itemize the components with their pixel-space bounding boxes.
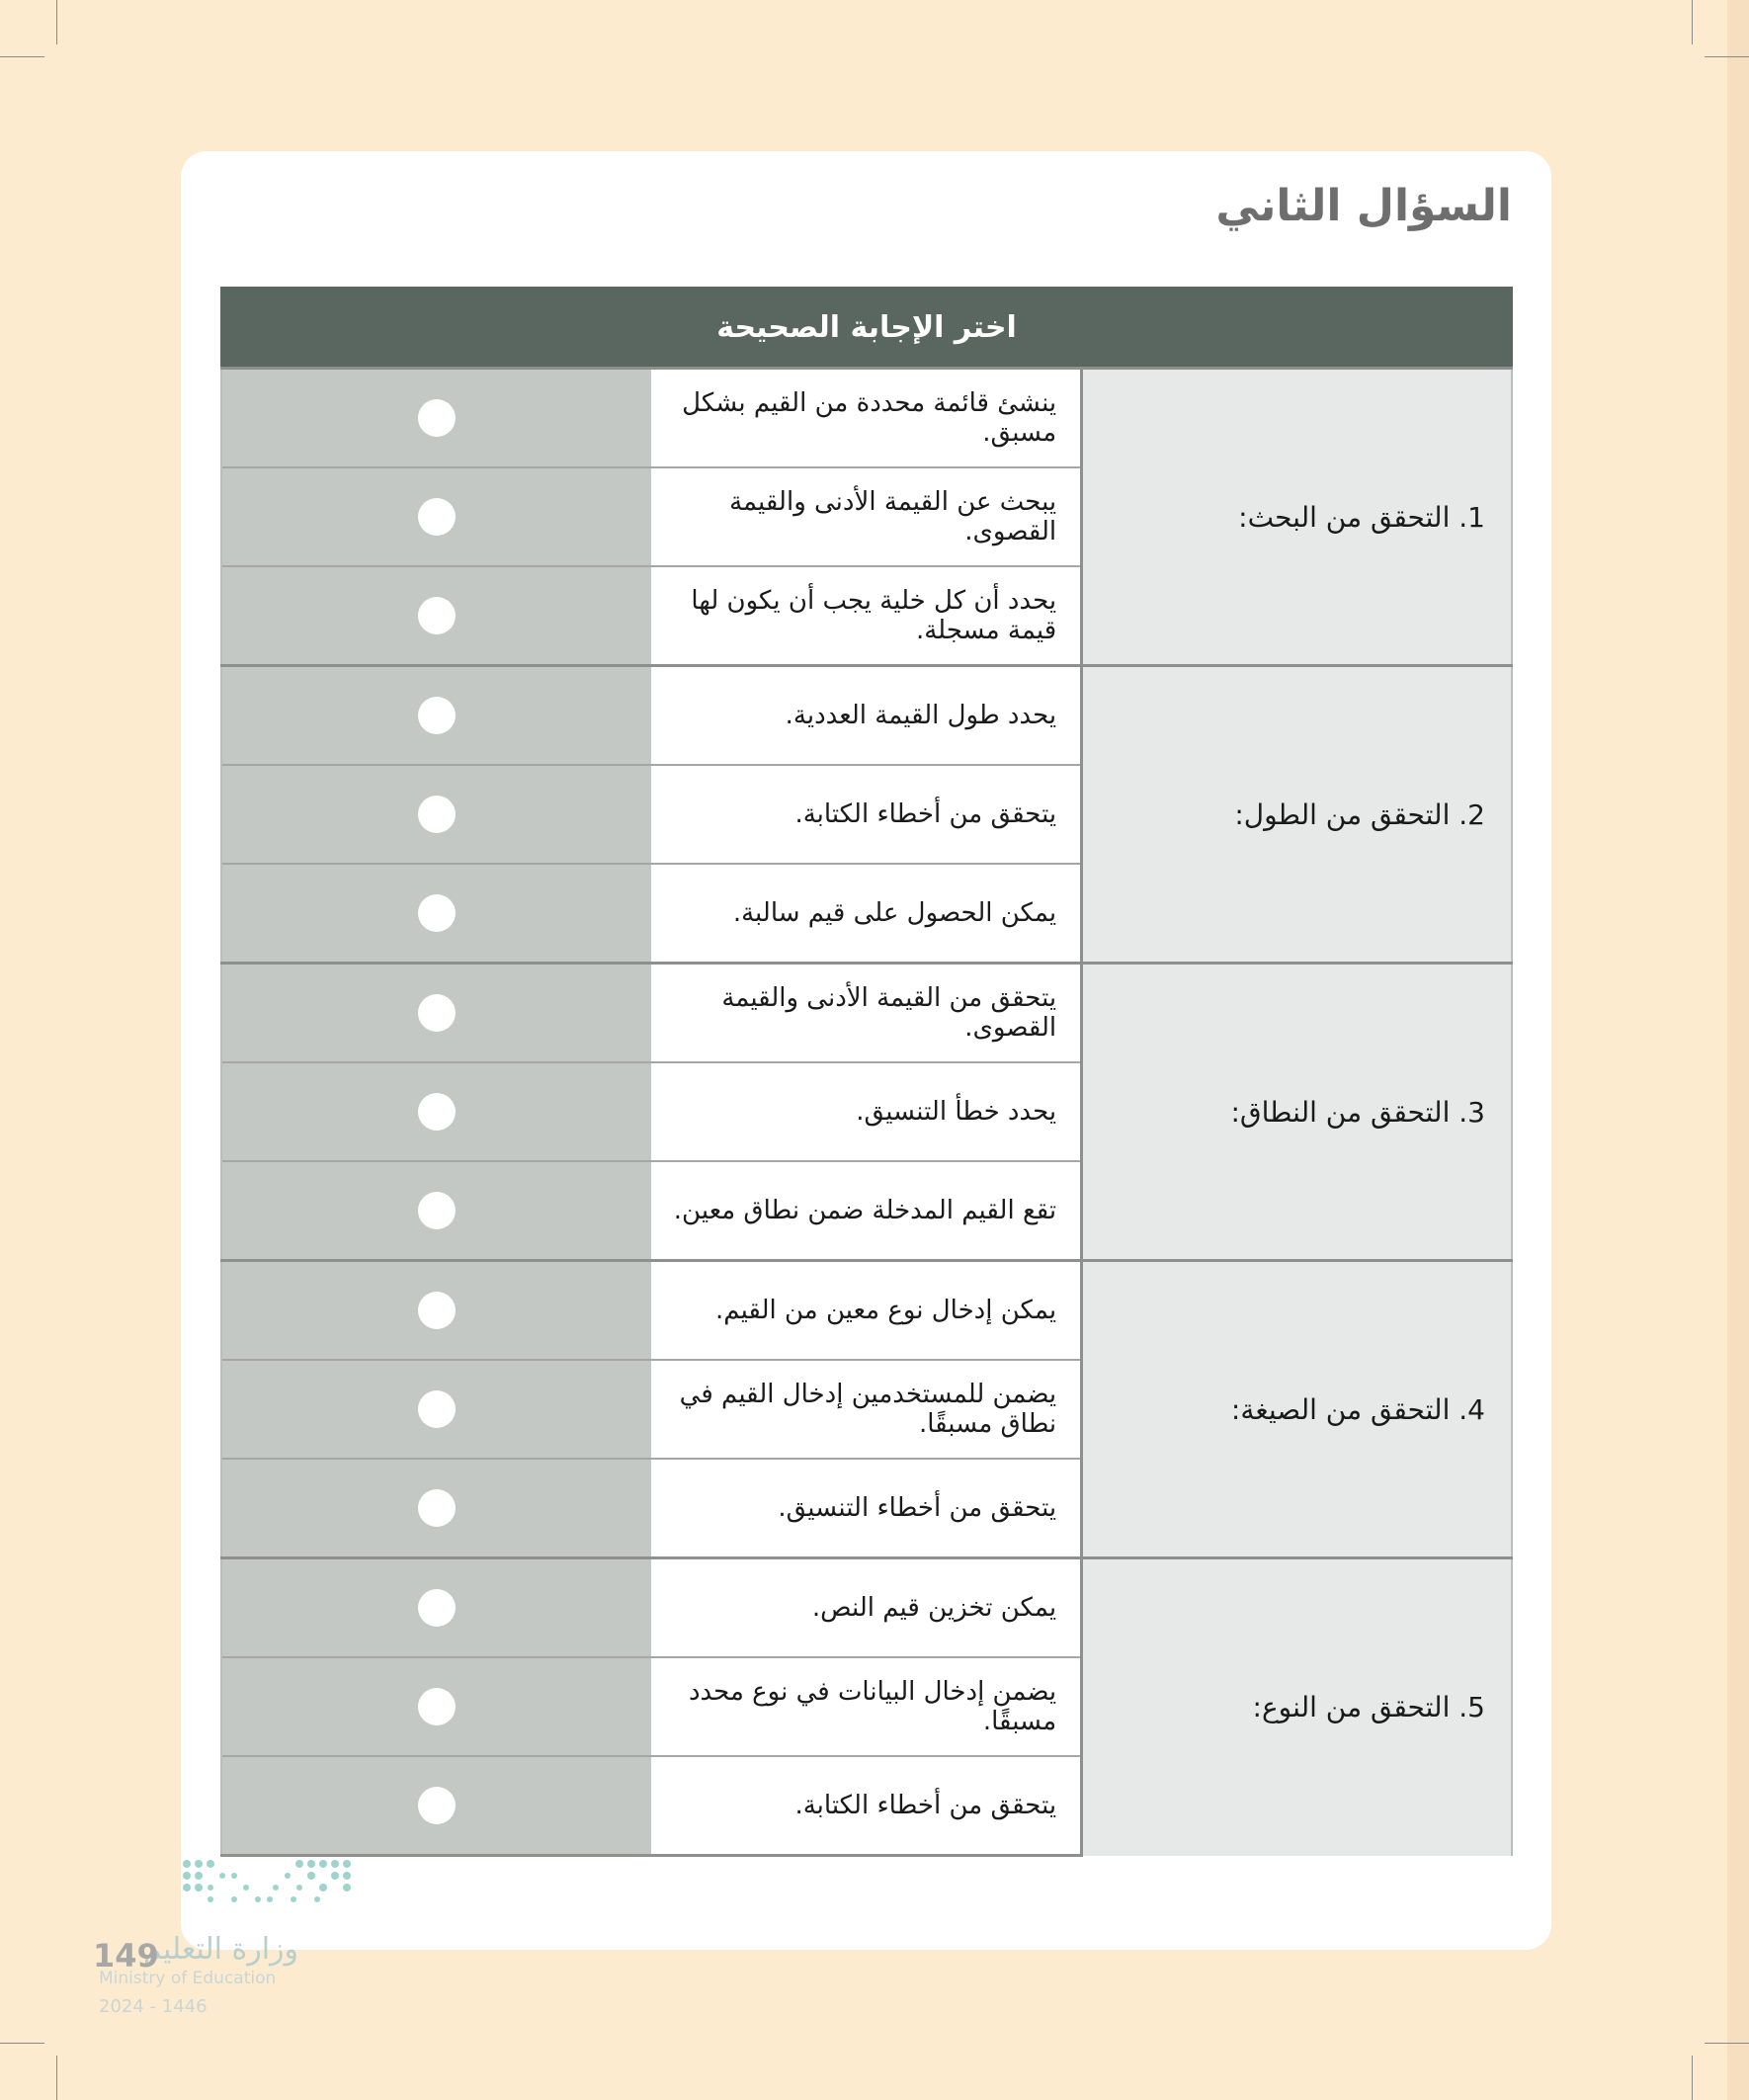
table-row <box>221 964 1512 1063</box>
crop-mark <box>0 56 44 57</box>
radio-button[interactable] <box>418 994 456 1032</box>
question-label: 4. التحقق من الصيغة: <box>1082 1261 1512 1558</box>
ministry-name-arabic: وزارة التعليم <box>143 1932 299 1967</box>
option-selector[interactable] <box>221 1062 651 1161</box>
question-label: 2. التحقق من الطول: <box>1082 666 1512 964</box>
crop-mark <box>56 0 57 44</box>
option-selector[interactable] <box>221 1657 651 1756</box>
radio-button[interactable] <box>418 1390 456 1428</box>
radio-button[interactable] <box>418 1787 456 1824</box>
option-text: ينشئ قائمة محددة من القيم بشكل مسبق. <box>651 369 1081 468</box>
table-row <box>221 666 1512 766</box>
page-edge-strip <box>1727 0 1749 2100</box>
ministry-logo-icon <box>181 1858 354 1907</box>
quiz-table <box>220 287 1513 1857</box>
option-text: يحدد خطأ التنسيق. <box>651 1062 1081 1161</box>
crop-mark <box>1705 56 1749 57</box>
radio-button[interactable] <box>418 697 456 734</box>
option-text: يمكن تخزين قيم النص. <box>651 1558 1081 1658</box>
radio-button[interactable] <box>418 1589 456 1627</box>
option-text: يتحقق من أخطاء التنسيق. <box>651 1459 1081 1558</box>
option-selector[interactable] <box>221 467 651 566</box>
option-text: يحدد أن كل خلية يجب أن يكون لها قيمة مسجلة. <box>651 566 1081 666</box>
option-text: يحدد طول القيمة العددية. <box>651 666 1081 766</box>
table-row <box>221 369 1512 468</box>
table-row <box>221 1558 1512 1658</box>
ministry-name-english: Ministry of Education <box>99 1969 277 1988</box>
radio-button[interactable] <box>418 1292 456 1329</box>
option-text: يمكن إدخال نوع معين من القيم. <box>651 1261 1081 1361</box>
question-label: 5. التحقق من النوع: <box>1082 1558 1512 1856</box>
radio-button[interactable] <box>418 894 456 932</box>
crop-mark <box>1705 2043 1749 2044</box>
option-text: يضمن للمستخدمين إدخال القيم في نطاق مسبقًا. <box>651 1360 1081 1459</box>
crop-mark <box>1692 0 1693 44</box>
question-card <box>181 151 1551 1950</box>
question-label: 1. التحقق من البحث: <box>1082 369 1512 666</box>
option-selector[interactable] <box>221 666 651 766</box>
option-selector[interactable] <box>221 1161 651 1261</box>
option-selector[interactable] <box>221 566 651 666</box>
option-text: يضمن إدخال البيانات في نوع محدد مسبقًا. <box>651 1657 1081 1756</box>
crop-mark <box>56 2056 57 2100</box>
option-selector[interactable] <box>221 1756 651 1856</box>
radio-button[interactable] <box>418 597 456 634</box>
option-selector[interactable] <box>221 1459 651 1558</box>
option-text: يبحث عن القيمة الأدنى والقيمة القصوى. <box>651 467 1081 566</box>
page-title: السؤال الثاني <box>1215 181 1512 231</box>
option-selector[interactable] <box>221 369 651 468</box>
radio-button[interactable] <box>418 498 456 536</box>
option-selector[interactable] <box>221 765 651 864</box>
option-selector[interactable] <box>221 864 651 964</box>
option-selector[interactable] <box>221 1261 651 1361</box>
radio-button[interactable] <box>418 1489 456 1527</box>
option-selector[interactable] <box>221 1360 651 1459</box>
radio-button[interactable] <box>418 796 456 833</box>
crop-mark <box>0 2043 44 2044</box>
table-row <box>221 1261 1512 1361</box>
radio-button[interactable] <box>418 1093 456 1131</box>
radio-button[interactable] <box>418 399 456 437</box>
option-text: يتحقق من أخطاء الكتابة. <box>651 765 1081 864</box>
table-header: اختر الإجابة الصحيحة <box>221 288 1512 369</box>
option-selector[interactable] <box>221 1558 651 1658</box>
edition-year: 2024 - 1446 <box>99 1996 208 2017</box>
option-selector[interactable] <box>221 964 651 1063</box>
radio-button[interactable] <box>418 1688 456 1725</box>
question-label: 3. التحقق من النطاق: <box>1082 964 1512 1261</box>
option-text: يمكن الحصول على قيم سالبة. <box>651 864 1081 964</box>
option-text: تقع القيم المدخلة ضمن نطاق معين. <box>651 1161 1081 1261</box>
page-number: 149 <box>93 1937 159 1974</box>
option-text: يتحقق من أخطاء الكتابة. <box>651 1756 1081 1856</box>
crop-mark <box>1692 2056 1693 2100</box>
radio-button[interactable] <box>418 1192 456 1229</box>
option-text: يتحقق من القيمة الأدنى والقيمة القصوى. <box>651 964 1081 1063</box>
